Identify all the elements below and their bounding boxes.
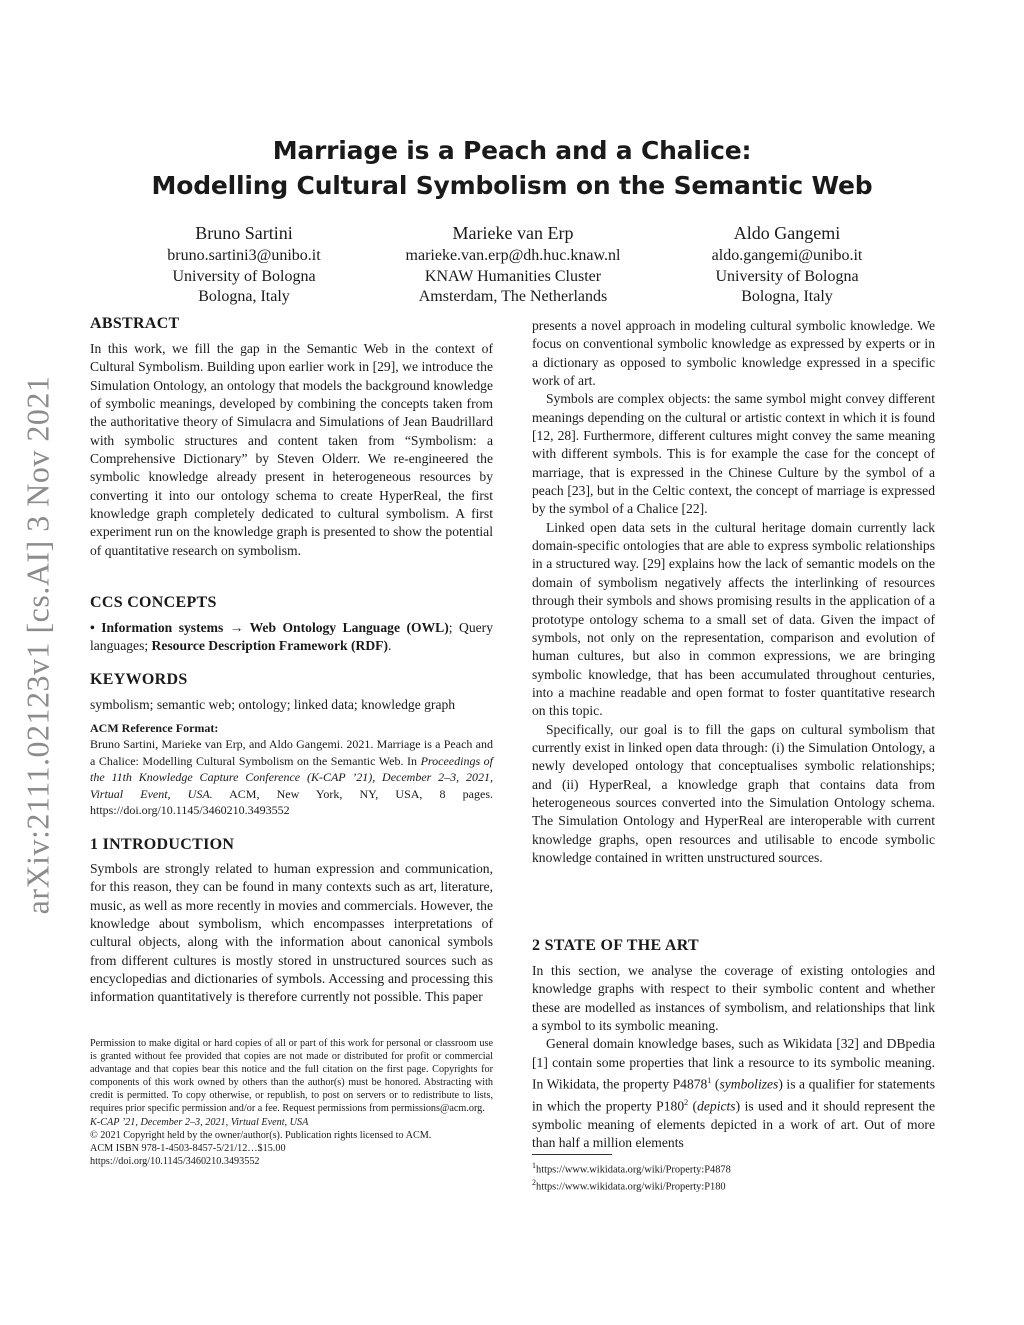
state-of-art-text <box>532 962 935 1153</box>
state-of-art-heading: 2 STATE OF THE ART <box>532 937 699 954</box>
reference-publisher: ACM, New York, NY, USA, 8 pages. https://doi.org/10.1145/3460210.3493552 <box>90 786 493 818</box>
author-location: Bologna, Italy <box>198 288 290 305</box>
abstract-heading: ABSTRACT <box>90 315 180 332</box>
introduction-text <box>90 860 493 1007</box>
author-name: Marieke van Erp <box>452 223 574 243</box>
paragraph: Symbols are complex objects: the same symbol might convey different meanings depending on the cultural or artistic context in which it is found [12, 28]. Furthermore, different cultures might convey the same meaning with different symbols. This is for example the case for the concept of marriage, that is expressed in the Chinese Culture by the symbol of a peach [23], but in the Celtic context, the concept of marriage is expressed by the symbol of a Chalice [22]. <box>532 391 935 517</box>
permission-text: Permission to make digital or hard copies of all or part of this work for personal or classroom use is granted without fee provided that copies are not made or distributed for profit or commercial advantage and that copies bear this notice and the full citation on the first page. Copyrights for components of this work owned by others than the author(s) must be honored. Abstracting with credit is permitted. To copy otherwise, or republish, to post on servers or to redistribute to lists, requires prior specific permission and/or a fee. Request permissions from permissions@acm.org. <box>90 1038 493 1115</box>
acm-reference-heading: ACM Reference Format: <box>90 721 219 735</box>
author-affiliation: University of Bologna <box>172 267 316 285</box>
abstract-paragraph: In this work, we fill the gap in the Semantic Web in the context of Cultural Symbolism. Building upon earlier work in [29], we introduce the Simulation Ontology, an ontology that models the background knowledge of symbolic meanings, developed by combining the concepts taken from the authoritative theory of Simulacra and Simulations of Jean Baudrillard with symbolic structures and content taken from “Symbolism: a Comprehensive Dictionary” by Steven Olderr. We re-engineered the symbolic knowledge already present in heterogeneous resources by converting it into our ontology schema to create HyperReal, the first knowledge graph completely dedicated to cultural symbolism. A first experiment run on the knowledge graph is presented to show the potential of quantitative research on symbolism. <box>90 341 493 558</box>
footnote-number: 1 <box>532 1161 536 1170</box>
venue: K-CAP ’21, December 2–3, 2021, Virtual Event, USA <box>90 1116 309 1128</box>
arxiv-stamp: arXiv:2111.02123v1 [cs.AI] 3 Nov 2021 <box>19 375 56 915</box>
ccs-concept-2: Resource Description Framework (RDF) <box>151 638 388 654</box>
text: ( <box>711 1076 720 1092</box>
doi-link[interactable]: https://doi.org/10.1145/3460210.3493552 <box>90 1155 260 1167</box>
italic-term: symbolizes <box>719 1076 779 1092</box>
paragraph <box>532 1035 935 1152</box>
ccs-text: ; Query languages; <box>90 620 493 654</box>
author-affiliation: University of Bologna <box>715 267 859 285</box>
italic-term: depicts <box>697 1098 736 1114</box>
author-name: Bruno Sartini <box>195 223 293 243</box>
reference-proceedings: Proceedings of the 11th Knowledge Capture Conference (K-CAP ’21), December 2–3, 2021, Virtual Event, USA. <box>90 753 493 801</box>
footnote-marker[interactable]: 2 <box>684 1097 689 1107</box>
author-affiliation: KNAW Humanities Cluster <box>424 267 602 285</box>
ccs-end: . <box>387 638 392 654</box>
acm-reference <box>90 720 493 818</box>
author-email: marieke.van.erp@dh.huc.knaw.nl <box>405 247 621 264</box>
footnote-number: 2 <box>532 1178 536 1188</box>
copyright: © 2021 Copyright held by the owner/author(s). Publication rights licensed to ACM. <box>90 1129 432 1141</box>
paragraph: presents a novel approach in modeling cultural symbolic knowledge. We focus on conventional symbolic knowledge as expressed by experts or in a dictionary as opposed to symbolic knowledge expressed in a specific work of art. <box>532 318 935 389</box>
text: General domain knowledge bases, such as Wikidata [32] and DBpedia [1] contain some properties that link a resource to its symbolic meaning. In Wikidata, the property P4878 <box>532 1036 935 1092</box>
reference-text: Bruno Sartini, Marieke van Erp, and Aldo Gangemi. 2021. Marriage is a Peach and a Chalice: Modelling Cultural Symbolism on the Semantic Web. In <box>90 737 493 768</box>
author-3 <box>657 222 917 308</box>
footnote-1[interactable] <box>532 1159 935 1176</box>
paper-title <box>0 133 1024 203</box>
text: ( <box>688 1098 698 1114</box>
intro-paragraph: Symbols are strongly related to human expression and communication, for this reason, they can be found in many contexts such as art, literature, music, as well as more recently in movies and commercials. However, the knowledge about symbolism, which encompasses interpretations of cultural objects, along with the information about canonical symbols from different cultures is mostly stored in unstructured sources such as encyclopedias and dictionaries of symbols. Accessing and processing this information quantitatively is therefore currently not possible. This paper <box>90 861 493 1005</box>
paragraph: Linked open data sets in the cultural heritage domain currently lack domain-specific ontologies that are able to express symbolic relationships in a structured way. [29] explains how the lack of semantic models on the domain of symbolism negatively affects the interlinking of resources through their symbols and shows promising results in the application of a prototype ontology schema to a small set of data. Given the impact of symbols, not only on the representation, comparison and evolution of human cultures, but also in common expressions, we are bringing symbolic knowledge, that has been accumulated throughout centuries, into a machine readable and open format to foster quantitative research on this topic. <box>532 519 935 719</box>
title-line-1: Marriage is a Peach and a Chalice: <box>272 136 752 165</box>
author-location: Amsterdam, The Netherlands <box>418 288 608 305</box>
ccs-bullet: • <box>90 620 102 635</box>
footnote-divider <box>532 1154 612 1155</box>
footnote-url[interactable]: https://www.wikidata.org/wiki/Property:P4878 <box>536 1164 731 1176</box>
footnotes <box>532 1159 935 1194</box>
ccs-concept-1: Information systems → Web Ontology Language (OWL) <box>101 620 449 635</box>
author-email: bruno.sartini3@unibo.it <box>167 247 321 264</box>
ccs-heading: CCS CONCEPTS <box>90 594 217 611</box>
author-email: aldo.gangemi@unibo.it <box>711 247 863 264</box>
footnote-marker[interactable]: 1 <box>707 1076 712 1086</box>
paragraph: In this section, we analyse the coverage of existing ontologies and knowledge graphs with respect to their symbolic content and whether these are modelled as instances of symbolism, and relationships that link a symbol to its symbolic meaning. <box>532 963 935 1034</box>
isbn: ACM ISBN 978-1-4503-8457-5/21/12…$15.00 <box>90 1142 286 1154</box>
ccs-concepts <box>90 619 493 656</box>
footnote-2[interactable] <box>532 1176 935 1193</box>
footnote-url[interactable]: https://www.wikidata.org/wiki/Property:P180 <box>536 1181 726 1193</box>
introduction-heading: 1 INTRODUCTION <box>90 836 235 853</box>
right-column <box>532 317 935 867</box>
text: ) is a qualifier for statements in which the property P180 <box>532 1076 935 1114</box>
text: ) is used and it should represent the symbolic meaning of elements depicted in a work of art. Out of more than half a million elements <box>532 1098 935 1151</box>
title-line-2: Modelling Cultural Symbolism on the Semantic Web <box>151 171 873 200</box>
abstract-text <box>90 340 493 560</box>
permission-block <box>90 1037 493 1168</box>
keywords <box>90 696 493 714</box>
author-1 <box>114 222 374 308</box>
keywords-heading: KEYWORDS <box>90 671 188 688</box>
keywords-text: symbolism; semantic web; ontology; linked data; knowledge graph <box>90 697 456 712</box>
paragraph: Specifically, our goal is to fill the gaps on cultural symbolism that currently exist in linked open data through: (i) the Simulation Ontology, a newly developed ontology that conceptualises symbolic relationships; and (ii) HyperReal, a knowledge graph that contains data from heterogeneous sources converted into the Simulation Ontology schema. The Simulation Ontology and HyperReal are interoperable with current knowledge graphs, open resources and utilisable to encode symbolic knowledge contained in written unstructured sources. <box>532 721 935 865</box>
author-2 <box>383 222 643 308</box>
author-name: Aldo Gangemi <box>733 223 841 243</box>
author-location: Bologna, Italy <box>741 288 833 305</box>
